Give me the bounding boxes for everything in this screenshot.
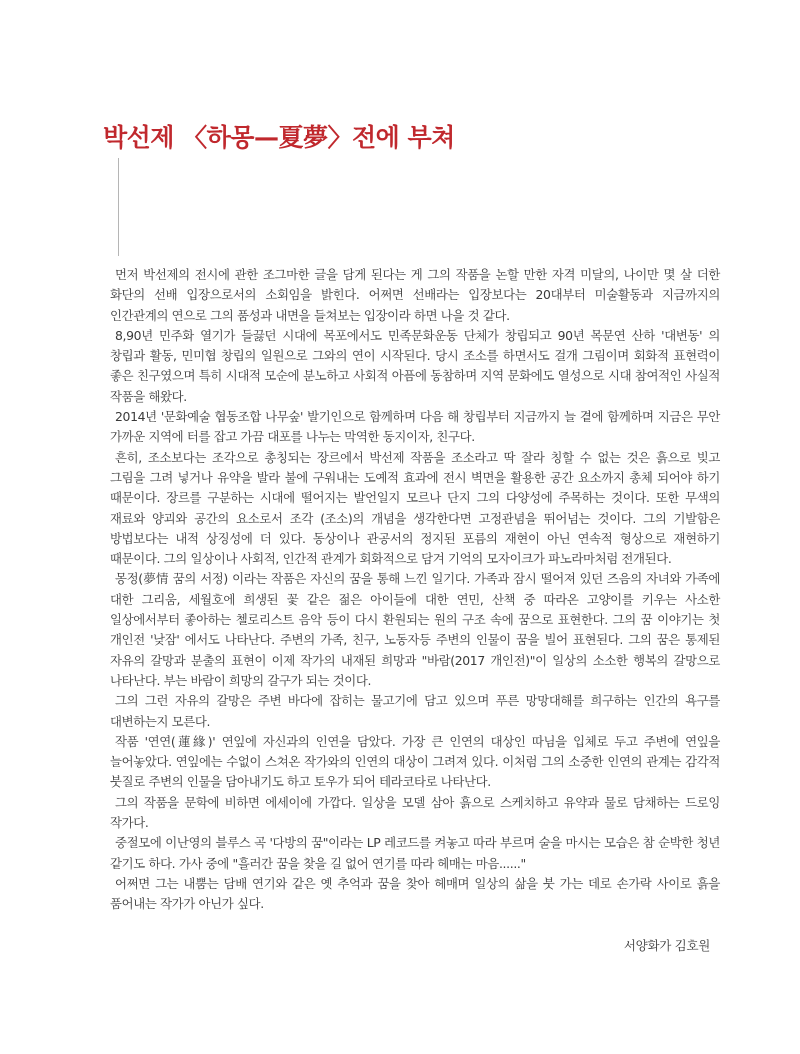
- paragraph-10: 어쩌면 그는 내뿜는 담배 연기와 같은 옛 추억과 꿈을 찾아 헤매며 일상의 삶을 붓 가는 데로 손가락 사이로 흙을 품어내는 작가가 아닌가 싶다.: [110, 875, 720, 912]
- essay-body: [110, 265, 720, 915]
- paragraph-9: 중절모에 이난영의 블루스 곡 '다방의 꿈"이라는 LP 레코드를 켜놓고 따라 부르며 술을 마시는 모습은 참 순박한 청년 같기도 하다. 가사 중에 "흘러간 꿈을 찾을 길 없어 연기를 따라 헤매는 마음......": [110, 835, 720, 871]
- paragraph-8: 그의 작품을 문학에 비하면 에세이에 가깝다. 일상을 모델 삼아 흙으로 스케치하고 유약과 물로 담채하는 드로잉 작가다.: [110, 794, 720, 831]
- paragraph-4: 흔히, 조소보다는 조각으로 총칭되는 장르에서 박선제 작품을 조소라고 딱 잘라 칭할 수 없는 것은 흙으로 빚고 그림을 그려 넣거나 유약을 발라 불에 구워내는 도예적 효과에 전시 벽면을 활용한 공간 요소까지 총체 되어야 하기 때문이다. 장르를 구분하는 시대에 떨어지는 발언일지 모르나 단지 그의 다양성에 주목하는 것이다. 또한 무색의 재료와 양괴와 공간의 요소로서 조각 (조소)의 개념을 생각한다면 고정관념을 뛰어넘는 것이다. 그의 기발함은 방법보다는 내적 상징성에 더 있다. 동상이나 관공서의 정지된 포름의 재현이 아닌 연속적 형상으로 재현하기 때문이다. 그의 일상이나 사회적, 인간적 관계가 회화적으로 담겨 기억의 모자이크가 파노라마처럼 전개된다.: [110, 449, 720, 567]
- paragraph-5: 몽정(夢情 꿈의 서정) 이라는 작품은 자신의 꿈을 통해 느낀 일기다. 가족과 잠시 떨어져 있던 즈음의 자녀와 가족에 대한 그리움, 세월호에 희생된 꽃 같은 젊은 아이들에 대한 연민, 산책 중 따라온 고양이를 키우는 사소한 일상에서부터 좋아하는 첼로리스트 음악 등이 다시 환원되는 원의 구조 속에 꿈으로 표현한다. 그의 꿈 이야기는 첫 개인전 '낮잠' 에서도 나타난다. 주변의 가족, 친구, 노동자등 주변의 인물이 꿈을 빌어 표현된다. 그의 꿈은 통제된 자유의 갈망과 분출의 표현이 이제 작가의 내재된 희망과 "바람(2017 개인전)"이 일상의 소소한 행복의 갈망으로 나타난다. 부는 바람이 희망의 갈구가 되는 것이다.: [110, 571, 720, 688]
- paragraph-7: 작품 '연연(蓮緣)' 연잎에 자신과의 인연을 담았다. 가장 큰 인연의 대상인 따님을 입체로 두고 주변에 연잎을 늘어놓았다. 연잎에는 수없이 스쳐온 작가와의 인연의 대상이 그려져 있다. 이처럼 그의 소중한 인연의 관계는 감각적 붓질로 주변의 인물을 담아내기도 하고 토우가 되어 테라코타로 나타난다.: [110, 733, 720, 790]
- paragraph-2: 8,90년 민주화 열기가 들끓던 시대에 목포에서도 민족문화운동 단체가 창립되고 90년 목문연 산하 '대변동' 의 창립과 활동, 민미협 창립의 일원으로 그와의 연이 시작된다. 당시 조소를 하면서도 걸개 그림이며 회화적 표현력이 좋은 친구였으며 특히 시대적 모순에 분노하고 사회적 아픔에 동참하며 지역 문화에도 열성으로 시대 참여적인 사실적 작품을 해왔다.: [110, 327, 720, 404]
- title-divider: [118, 158, 119, 256]
- paragraph-1: 먼저 박선제의 전시에 관한 조그마한 글을 담게 된다는 게 그의 작품을 논할 만한 자격 미달의, 나이만 몇 살 더한 화단의 선배 입장으로서의 소회임을 밝힌다. 어쩌면 선배라는 입장보다는 20대부터 미술활동과 지금까지의 인간관계의 연으로 그의 품성과 내면을 들쳐보는 입장이라 하면 나을 것 같다.: [110, 267, 720, 323]
- author-signature: 서양화가 김호원: [623, 938, 710, 953]
- page-title: 박선제 〈하몽—夏夢〉전에 부쳐: [103, 123, 455, 152]
- paragraph-6: 그의 그런 자유의 갈망은 주변 바다에 잡히는 물고기에 담고 있으며 푸른 망망대해를 희구하는 인간의 욕구를 대변하는지 모른다.: [110, 693, 720, 729]
- paragraph-3: 2014년 '문화예술 협동조합 나무숲' 발기인으로 함께하며 다음 해 창립부터 지금까지 늘 곁에 함께하며 지금은 무안 가까운 지역에 터를 잡고 가끔 대포를 나누는 막역한 동지이자, 친구다.: [110, 409, 720, 445]
